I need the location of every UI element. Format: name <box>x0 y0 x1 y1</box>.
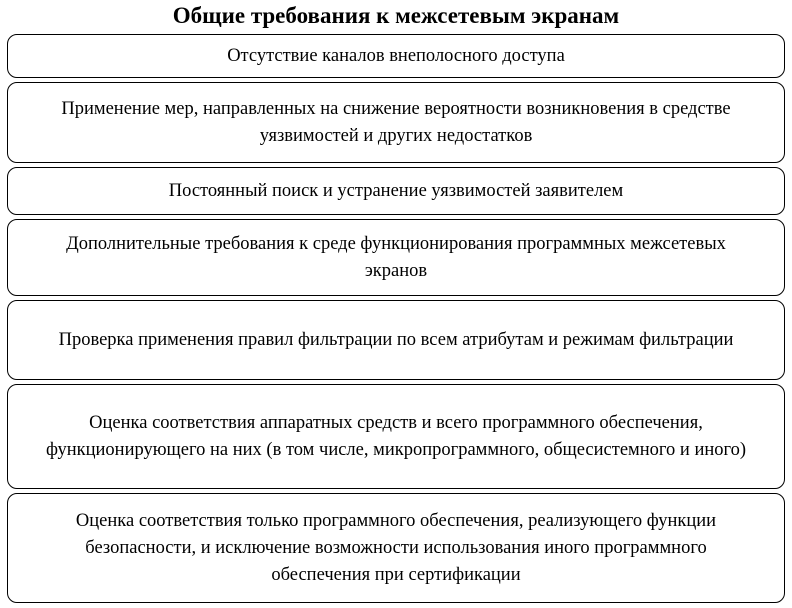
requirement-text-3: Постоянный поиск и устранение уязвимостей заявителем <box>168 180 624 201</box>
requirement-box-4 <box>7 219 785 296</box>
requirement-text-6: Оценка соответствия аппаратных средств и всего программного обеспечения, функционирующего на них (в том числе, микропрограммного, общесистемного и иного) <box>45 412 747 460</box>
requirement-box-1 <box>7 34 785 78</box>
requirement-box-3 <box>7 167 785 215</box>
requirement-text-4: Дополнительные требования к среде функционирования программных межсетевых экранов <box>66 233 726 281</box>
requirement-box-2 <box>7 82 785 163</box>
requirement-box-6 <box>7 384 785 489</box>
requirement-box-5 <box>7 300 785 380</box>
requirement-text-1: Отсутствие каналов внеполосного доступа <box>227 45 565 66</box>
requirement-text-2: Применение мер, направленных на снижение вероятности возникновения в средстве уязвимостей и других недостатков <box>61 98 731 146</box>
diagram-title: Общие требования к межсетевым экранам <box>172 3 620 28</box>
requirement-text-7: Оценка соответствия только программного обеспечения, реализующего функции безопасности, и исключение возможности использования иного программного обеспечения при сертификации <box>75 510 717 585</box>
requirement-box-7 <box>7 493 785 603</box>
requirement-text-5: Проверка применения правил фильтрации по всем атрибутам и режимам фильтрации <box>58 329 734 350</box>
